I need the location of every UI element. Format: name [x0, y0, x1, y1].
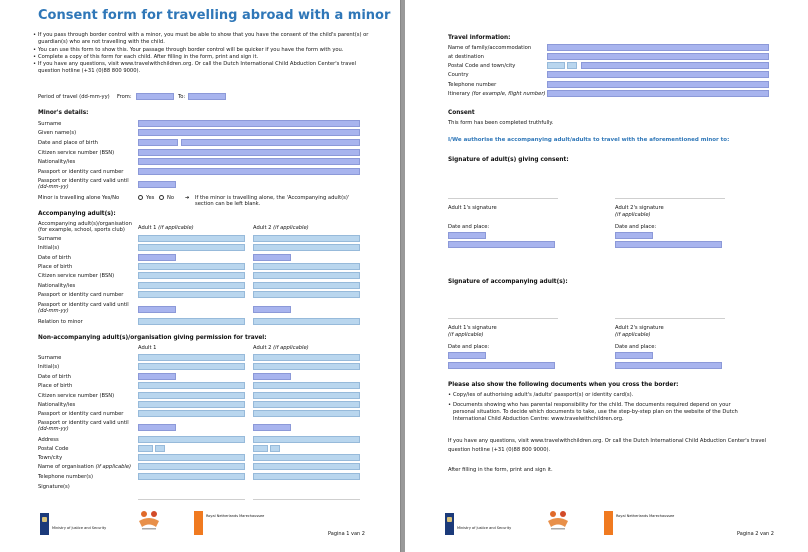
form-page-2 — [405, 0, 808, 552]
nonacc-adult2-col: Adult 2 (if applicable) — [253, 345, 309, 351]
field-label: Country — [448, 72, 469, 78]
adult1-signature-line[interactable] — [138, 499, 245, 500]
consent-adult2-date-input[interactable] — [615, 232, 653, 239]
field-label: Surname — [38, 121, 62, 127]
nonacc-adult2-passport-input[interactable] — [253, 410, 360, 417]
itinerary-input[interactable] — [547, 90, 769, 97]
field-label: (dd-mm-yy) — [38, 308, 69, 314]
date-place-label: Date and place: — [448, 224, 490, 230]
page-number: Pagina 1 van 2 — [328, 531, 365, 537]
adult1-sig-label: Adult 1's signature — [448, 325, 497, 331]
nonacc-adult1-postal1-input[interactable] — [138, 445, 153, 452]
documents-bullet: • Copy/ies of authorising adult's /adults' passport(s) or identity card(s). — [453, 392, 633, 399]
nonacc-adult2-address-input[interactable] — [253, 436, 360, 443]
field-label: Surname — [38, 355, 62, 361]
acc-adult2-valid-input[interactable] — [253, 306, 291, 313]
from-label: From: — [117, 94, 132, 100]
field-label: Telephone number(s) — [38, 474, 93, 480]
postal-code-input-2[interactable] — [567, 62, 577, 69]
consent-heading: Consent — [448, 110, 475, 116]
accommodation-name-input[interactable] — [547, 44, 769, 51]
marechaussee-name: Royal Netherlands Marechaussee — [616, 514, 675, 518]
yes-label: Yes — [146, 195, 155, 201]
alone-note: If the minor is travelling alone, the 'Accompanying adult(s)' section can be left blank. — [195, 195, 350, 207]
field-label: Postal Code and town/city — [448, 63, 516, 69]
field-label: Town/city — [38, 455, 63, 461]
nonacc-adult1-address-input[interactable] — [138, 436, 245, 443]
if-applicable-label: (if applicable) — [615, 332, 651, 338]
questions-text: If you have any questions, visit www.travelwithchildren.org. Or call the Dutch International Child Abduction Center's travel question hotline (+31 (0)88 800 9000). — [448, 438, 767, 453]
field-label: Nationality/ies — [38, 402, 76, 408]
consent-adult2-signature-line[interactable] — [615, 198, 725, 199]
acc-adult1-passport-input[interactable] — [138, 291, 245, 298]
acc-adult1-relation-input[interactable] — [138, 318, 245, 325]
date-place-label: Date and place: — [448, 344, 490, 350]
field-label: Itinerary (for example, flight number) — [448, 91, 546, 97]
period-to-input[interactable] — [188, 93, 226, 100]
consent-adult2-place-input[interactable] — [615, 241, 722, 248]
field-label: Passport or identity card valid until — [38, 420, 129, 426]
acc-adult1-pob-input[interactable] — [138, 263, 245, 270]
field-label: Date of birth — [38, 374, 71, 380]
period-label: Period of travel (dd-mm-yy) — [38, 94, 110, 100]
ministry-logo — [40, 513, 49, 535]
field-label: at destination — [448, 54, 484, 60]
acc-adult2-bsn-input[interactable] — [253, 272, 360, 279]
acc-adult2-nationality-input[interactable] — [253, 282, 360, 289]
acc-adult1-nationality-input[interactable] — [138, 282, 245, 289]
adult1-col-label: Adult 1 (if applicable) — [138, 225, 194, 231]
date-place-label: Date and place: — [615, 224, 657, 230]
nonacc-adult2-dob-input[interactable] — [253, 373, 291, 380]
field-label: Name of organisation (if applicable) — [38, 464, 132, 470]
nonacc-adult2-postal2-input[interactable] — [270, 445, 280, 452]
yes-radio[interactable] — [138, 195, 143, 200]
field-label: Nationality/ies — [38, 283, 76, 289]
field-label: Passport or identity card valid until — [38, 302, 129, 308]
nonacc-adult1-phone-input[interactable] — [138, 473, 245, 480]
consent-adult1-date-input[interactable] — [448, 232, 486, 239]
marechaussee-name: Royal Netherlands Marechaussee — [206, 514, 265, 518]
nonacc-adult2-bsn-input[interactable] — [253, 392, 360, 399]
travel-heading: Travel information: — [448, 35, 511, 41]
ministry-logo — [445, 513, 454, 535]
field-label: Nationality/ies — [38, 159, 76, 165]
telephone-input[interactable] — [547, 81, 769, 88]
intro-bullet: • Complete a copy of this form for each child. After filling in the form, print and sign it. — [38, 54, 258, 61]
intro-bullet: • You can use this form to show this. Your passage through border control will be quicker if you have the form with you. — [38, 47, 383, 54]
acc-adult1-initials-input[interactable] — [138, 244, 245, 251]
acc-org-label: Accompanying adult(s)/organisation (for example, school, sports club) — [38, 221, 132, 233]
nonacc-adult1-dob-input[interactable] — [138, 373, 176, 380]
minor-birth-date-input[interactable] — [138, 139, 178, 146]
adult1-sig-label: Adult 1's signature — [448, 205, 497, 211]
field-label: Postal Code — [38, 446, 69, 452]
nonacc-adult1-initials-input[interactable] — [138, 363, 245, 370]
acc-adult1-surname-input[interactable] — [138, 235, 245, 242]
minor-bsn-input[interactable] — [138, 149, 360, 156]
adult2-sig-label: Adult 2's signature — [615, 325, 664, 331]
acc-adult2-surname-input[interactable] — [253, 235, 360, 242]
field-label: Citizen service number (BSN) — [38, 393, 115, 399]
form-page-1 — [0, 0, 401, 552]
accompanying-heading: Accompanying adult(s): — [38, 211, 116, 217]
nonacc-adult1-nationality-input[interactable] — [138, 401, 245, 408]
documents-heading: Please also show the following documents when you cross the border: — [448, 382, 679, 388]
acc-adult2-passport-input[interactable] — [253, 291, 360, 298]
field-label: Signature(s) — [38, 484, 70, 490]
nonacc-adult2-initials-input[interactable] — [253, 363, 360, 370]
adult2-col-label: Adult 2 (if applicable) — [253, 225, 309, 231]
field-label: Surname — [38, 236, 62, 242]
field-label: Relation to minor — [38, 319, 83, 325]
field-label: Address — [38, 437, 59, 443]
nonacc-adult1-surname-input[interactable] — [138, 354, 245, 361]
arrow-right-icon: ➔ — [185, 195, 190, 201]
minor-passport-input[interactable] — [138, 168, 360, 175]
nonacc-adult2-town-input[interactable] — [253, 454, 360, 461]
marechaussee-logo — [194, 511, 203, 535]
nonacc-adult1-org-input[interactable] — [138, 463, 245, 470]
no-label: No — [167, 195, 175, 201]
adult2-signature-line[interactable] — [253, 499, 360, 500]
country-input[interactable] — [547, 71, 769, 78]
adult2-sig-label: Adult 2's signature — [615, 205, 664, 211]
acc-adult2-pob-input[interactable] — [253, 263, 360, 270]
field-label: Passport or identity card valid until — [38, 178, 129, 184]
ministry-name: Ministry of Justice and Security — [52, 526, 107, 530]
if-applicable-label: (if applicable) — [615, 212, 651, 218]
nonacc-adult2-surname-input[interactable] — [253, 354, 360, 361]
child-abduction-centre-logo — [545, 509, 571, 531]
acc-adult2-place-input[interactable] — [615, 362, 722, 369]
nonacc-adult1-postal2-input[interactable] — [155, 445, 165, 452]
field-label: Date and place of birth — [38, 140, 98, 146]
no-radio[interactable] — [159, 195, 164, 200]
minor-birth-place-input[interactable] — [181, 139, 360, 146]
field-label: Name of family/accommodation — [448, 45, 532, 51]
acc-adult2-relation-input[interactable] — [253, 318, 360, 325]
nonacc-heading: Non-accompanying adult(s)/organisation giving permission for travel: — [38, 335, 267, 341]
minor-heading: Minor's details: — [38, 110, 89, 116]
intro-bullet: • If you have any questions, visit www.travelwithchildren.org. Or call the Dutch International Child Abduction Center's travel question hotline (+31 (0)88 800 9000). — [38, 61, 378, 75]
nonacc-adult2-phone-input[interactable] — [253, 473, 360, 480]
field-label: Date of birth — [38, 255, 71, 261]
documents-bullet: • Documents showing who has parental responsibility for the child. The documents required depend on your personal situation. To decide which documents to take, use the step-by-step plan on the website of the Dutch International Child Abduction Centre: www.travelwithchildren.org. — [453, 402, 753, 423]
acc-adult2-date-input[interactable] — [615, 352, 653, 359]
nonacc-adult1-valid-input[interactable] — [138, 424, 176, 431]
consent-text: This form has been completed truthfully. — [448, 120, 554, 126]
sig-consent-heading: Signature of adult(s) giving consent: — [448, 157, 569, 163]
field-label: Telephone number — [448, 82, 497, 88]
intro-bullet: • If you pass through border control with a minor, you must be able to show that you have the consent of the child's parent(s) or guardian(s) who are not travelling with the child. — [38, 32, 378, 46]
field-label: Passport or identity card number — [38, 169, 124, 175]
nonacc-adult2-postal1-input[interactable] — [253, 445, 268, 452]
nonacc-adult2-pob-input[interactable] — [253, 382, 360, 389]
consent-adult1-signature-line[interactable] — [448, 198, 558, 199]
child-abduction-centre-logo — [136, 509, 162, 531]
minor-nationality-input[interactable] — [138, 158, 360, 165]
acc-adult2-dob-input[interactable] — [253, 254, 291, 261]
acc-adult2-signature-line[interactable] — [615, 318, 725, 319]
sig-accompanying-heading: Signature of accompanying adult(s): — [448, 279, 568, 285]
field-label: Citizen service number (BSN) — [38, 150, 115, 156]
nonacc-adult1-passport-input[interactable] — [138, 410, 245, 417]
acc-adult1-dob-input[interactable] — [138, 254, 176, 261]
nonacc-adult2-nationality-input[interactable] — [253, 401, 360, 408]
acc-adult2-initials-input[interactable] — [253, 244, 360, 251]
page-title: Consent form for travelling abroad with a minor — [38, 8, 391, 23]
consent-adult1-place-input[interactable] — [448, 241, 555, 248]
field-label: (dd-mm-yy) — [38, 184, 69, 190]
field-label: Citizen service number (BSN) — [38, 273, 115, 279]
to-label: To: — [178, 94, 186, 100]
after-text: After filling in the form, print and sign it. — [448, 467, 553, 473]
nonacc-adult1-town-input[interactable] — [138, 454, 245, 461]
period-from-input[interactable] — [136, 93, 174, 100]
acc-adult1-date-input[interactable] — [448, 352, 486, 359]
nonacc-adult1-bsn-input[interactable] — [138, 392, 245, 399]
ministry-name: Ministry of Justice and Security — [457, 526, 512, 530]
field-label: Place of birth — [38, 264, 73, 270]
nonacc-adult1-col: Adult 1 — [138, 345, 157, 351]
town-city-input[interactable] — [581, 62, 769, 69]
acc-adult1-bsn-input[interactable] — [138, 272, 245, 279]
page-number: Pagina 2 van 2 — [737, 531, 774, 537]
nonacc-adult1-pob-input[interactable] — [138, 382, 245, 389]
marechaussee-logo — [604, 511, 613, 535]
field-label: (dd-mm-yy) — [38, 426, 69, 432]
authorise-text: I/We authorise the accompanying adult/adults to travel with the aforementioned minor to: — [448, 137, 730, 143]
field-label: Initial(s) — [38, 245, 60, 251]
accommodation-name-input-2[interactable] — [547, 53, 769, 60]
acc-adult1-valid-input[interactable] — [138, 306, 176, 313]
minor-given-names-input[interactable] — [138, 129, 360, 136]
postal-code-input-1[interactable] — [547, 62, 565, 69]
minor-surname-input[interactable] — [138, 120, 360, 127]
field-label: Passport or identity card number — [38, 292, 124, 298]
field-label: Given name(s) — [38, 130, 77, 136]
acc-adult1-place-input[interactable] — [448, 362, 555, 369]
field-label: Place of birth — [38, 383, 73, 389]
field-label: Passport or identity card number — [38, 411, 124, 417]
minor-valid-until-input[interactable] — [138, 181, 176, 188]
nonacc-adult2-valid-input[interactable] — [253, 424, 291, 431]
if-applicable-label: (if applicable) — [448, 332, 484, 338]
alone-label: Minor is travelling alone Yes/No — [38, 195, 120, 201]
nonacc-adult2-org-input[interactable] — [253, 463, 360, 470]
acc-adult1-signature-line[interactable] — [448, 318, 558, 319]
field-label: Initial(s) — [38, 364, 60, 370]
date-place-label: Date and place: — [615, 344, 657, 350]
